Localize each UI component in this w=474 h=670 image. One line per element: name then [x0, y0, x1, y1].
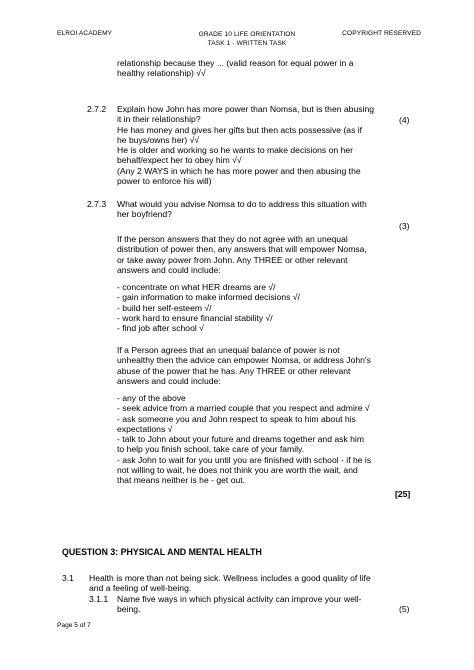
- header-title: [197, 30, 297, 48]
- list-item: expectations √: [117, 423, 173, 434]
- list-item: - concentrate on what HER dreams are √/: [117, 282, 276, 292]
- list-item: - seek advice from a married couple that you respect and admire √: [117, 403, 370, 414]
- marks-2-7-3: (3): [399, 221, 410, 231]
- list-item: not willing to wait, he does not think you are worth the wait, and: [117, 465, 358, 476]
- header-school-name: ELROI ACADEMY: [57, 30, 113, 37]
- list-item: - ask someone you and John respect to speak to him about his: [117, 413, 356, 424]
- answer-list-1: [117, 282, 300, 333]
- header-task: TASK 1 - WRITTEN TASK: [207, 40, 287, 47]
- marks-3-1-1: (5): [399, 604, 410, 614]
- question-number-2-7-3: 2.7.3: [87, 199, 107, 209]
- question-2-7-2: Explain how John has more power than Nomsa, but is then abusing it in their relationship? He has money and gives her gifts but then acts possessive (as if he buys/owns her) √√ He is older and working so he wants to make decisions on her behalf/expect her to obey him √√ (Any 2 WAYS in which he has more power and then abusing the power to enforce his will): [117, 104, 375, 187]
- list-item: - work hard to ensure financial stability √/: [117, 312, 273, 323]
- list-item: - build her self-esteem √/: [117, 302, 212, 313]
- answer-intro-1: If the person answers that they do not agree with an unequal distribution of power then, any answers that will empower Nomsa, or take away power from John. Any THREE or other relevant answers and could include:: [117, 234, 367, 275]
- list-item: - find job after school √: [117, 323, 204, 334]
- answer-intro-2: If a Person agrees that an unequal balance of power is not unhealthy then the advice can empower Nomsa, or address John's abuse of the power that he has. Any THREE or other relevant answers and could include:: [117, 345, 371, 386]
- continuation-text: relationship because they ... (valid reason for equal power in a healthy relationship) √√: [117, 58, 354, 79]
- question-number-3-1: 3.1: [62, 573, 74, 583]
- list-item: - ask John to wait for you until you are finished with school - if he is: [117, 454, 372, 465]
- list-item: - gain information to make informed decisions √/: [117, 292, 300, 303]
- question-number-3-1-1: 3.1.1: [89, 594, 109, 604]
- list-item: - talk to John about your future and dreams together and ask him: [117, 434, 364, 445]
- question-number-2-7-2: 2.7.2: [87, 104, 107, 114]
- list-item: - any of the above: [117, 393, 186, 403]
- question-2-7-3: What would you advise Nomsa to do to address this situation with her boyfriend?: [117, 199, 367, 220]
- section-total: [25]: [395, 489, 411, 499]
- question-3-1: Health is more than not being sick. Wellness includes a good quality of life and a feeling of well-being.: [89, 573, 371, 594]
- page-number: Page 5 of 7: [57, 622, 91, 629]
- header-subject: GRADE 10 LIFE ORIENTATION: [198, 31, 296, 38]
- marks-2-7-2: (4): [399, 115, 410, 125]
- question-3-1-1: Name five ways in which physical activity can improve your well- being.: [117, 594, 362, 615]
- header-copyright: COPYRIGHT RESERVED: [342, 30, 421, 37]
- list-item: that means neither is he - get out.: [117, 475, 246, 486]
- question-3-heading: QUESTION 3: PHYSICAL AND MENTAL HEALTH: [62, 547, 262, 557]
- list-item: to help you finish school, take care of your family.: [117, 444, 305, 455]
- answer-list-2: [117, 393, 371, 486]
